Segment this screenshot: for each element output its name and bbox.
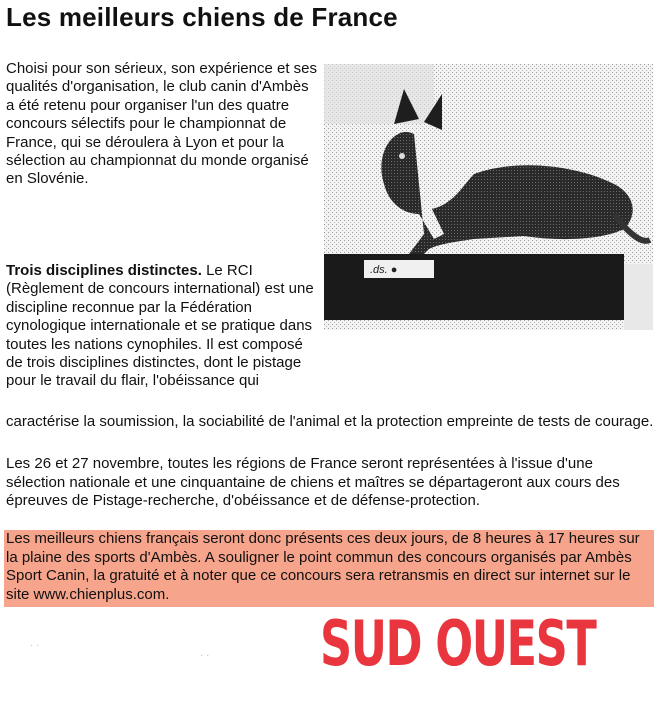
svg-text:.ds. ●: .ds. ● [370,264,398,276]
disciplines-paragraph-column [6,262,318,391]
dates-paragraph: Les 26 et 27 novembre, toutes les régions de France seront représentées à l'issue d'une sélection nationale et une cinquantaine de chiens et maîtres se départageront aux cours des épreuves de Pistage-recherche, d'obéissance et de défense-protection. [6,455,620,510]
dog-photo [324,64,653,330]
article-headline: Les meilleurs chiens de France [6,2,398,32]
highlighted-paragraph: Les meilleurs chiens français seront donc présents ces deux jours, de 8 heures à 17 heures sur la plaine des sports d'Ambès. A souligner le point commun des concours organisés par Ambès Sport Canin, la gratuité et à noter que ce concours sera retransmis en direct sur internet sur le site www.chienplus.com. [6,530,640,603]
scan-speckle: · · [200,650,210,661]
sud-ouest-logo: SUD OUEST [320,607,596,680]
disciplines-paragraph-continued: caractérise la soumission, la sociabilité de l'animal et la protection empreinte de tests de courage. [6,413,654,430]
intro-paragraph: Choisi pour son sérieux, son expérience et ses qualités d'organisation, le club canin d'Ambès a été retenu pour organiser l'un des quatre concours sélectifs pour le championnat de France, qui se déroulera à Lyon et pour la sélection au championnat du monde organisé en Slovénie. [6,60,318,188]
disciplines-column-text: Le RCI (Règlement de concours international) est une discipline reconnue par la Fédération cynologique internationale et se pratique dans toutes les nations cynophiles. Il est composé de trois disciplines distinctes, dont le pistage pour le travail du flair, l'obéissance qui [6,262,314,390]
disciplines-heading: Trois disciplines distinctes. [6,262,202,279]
scan-speckle: · · [30,640,40,651]
